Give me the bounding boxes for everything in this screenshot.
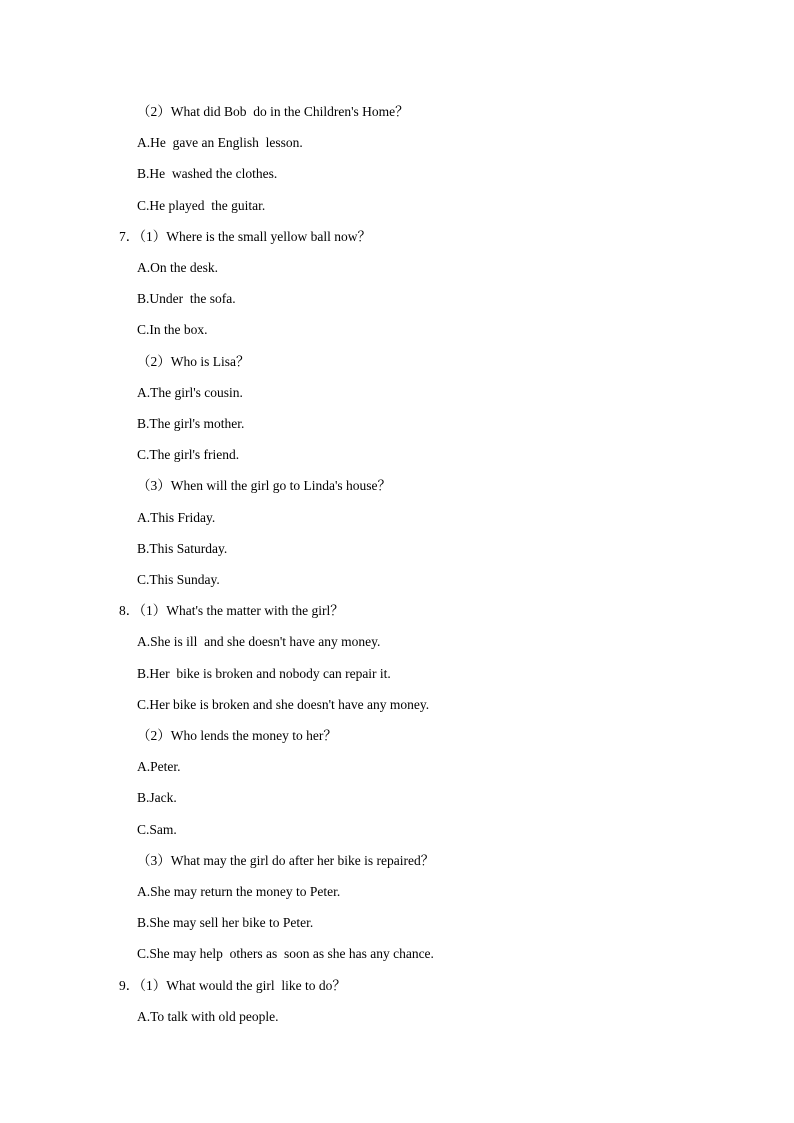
- answer-option: C.This Sunday.: [137, 572, 220, 587]
- answer-option: B.Under the sofa.: [137, 291, 236, 306]
- answer-option: B.She may sell her bike to Peter.: [137, 915, 314, 930]
- sub-question-line: （2）What did Bob do in the Children's Home？: [137, 104, 409, 119]
- answer-option: C.Her bike is broken and she doesn't have any money.: [137, 697, 430, 712]
- answer-option: A.She is ill and she doesn't have any money.: [137, 634, 381, 649]
- sub-question-line: （2）Who lends the money to her？: [137, 728, 337, 743]
- answer-option: A.He gave an English lesson.: [137, 135, 303, 150]
- answer-option: B.The girl's mother.: [137, 416, 245, 431]
- answer-option: A.To talk with old people.: [137, 1009, 279, 1024]
- answer-option: B.He washed the clothes.: [137, 166, 278, 181]
- answer-option: C.He played the guitar.: [137, 198, 266, 213]
- answer-option: C.She may help others as soon as she has any chance.: [137, 946, 434, 961]
- question-number-line: 8．（1）What's the matter with the girl？: [119, 603, 344, 618]
- answer-option: C.Sam.: [137, 822, 177, 837]
- answer-option: C.In the box.: [137, 322, 208, 337]
- answer-option: A.Peter.: [137, 759, 181, 774]
- sub-question-line: （3）What may the girl do after her bike is repaired？: [137, 853, 435, 868]
- answer-option: A.This Friday.: [137, 510, 216, 525]
- answer-option: C.The girl's friend.: [137, 447, 240, 462]
- question-number-line: 7．（1）Where is the small yellow ball now？: [119, 229, 371, 244]
- answer-option: A.The girl's cousin.: [137, 385, 243, 400]
- question-number-line: 9．（1）What would the girl like to do？: [119, 978, 346, 993]
- answer-option: B.Jack.: [137, 790, 177, 805]
- answer-option: B.This Saturday.: [137, 541, 228, 556]
- answer-option: A.On the desk.: [137, 260, 218, 275]
- sub-question-line: （2）Who is Lisa？: [137, 354, 250, 369]
- sub-question-line: （3）When will the girl go to Linda's house？: [137, 478, 392, 493]
- answer-option: B.Her bike is broken and nobody can repair it.: [137, 666, 391, 681]
- answer-option: A.She may return the money to Peter.: [137, 884, 341, 899]
